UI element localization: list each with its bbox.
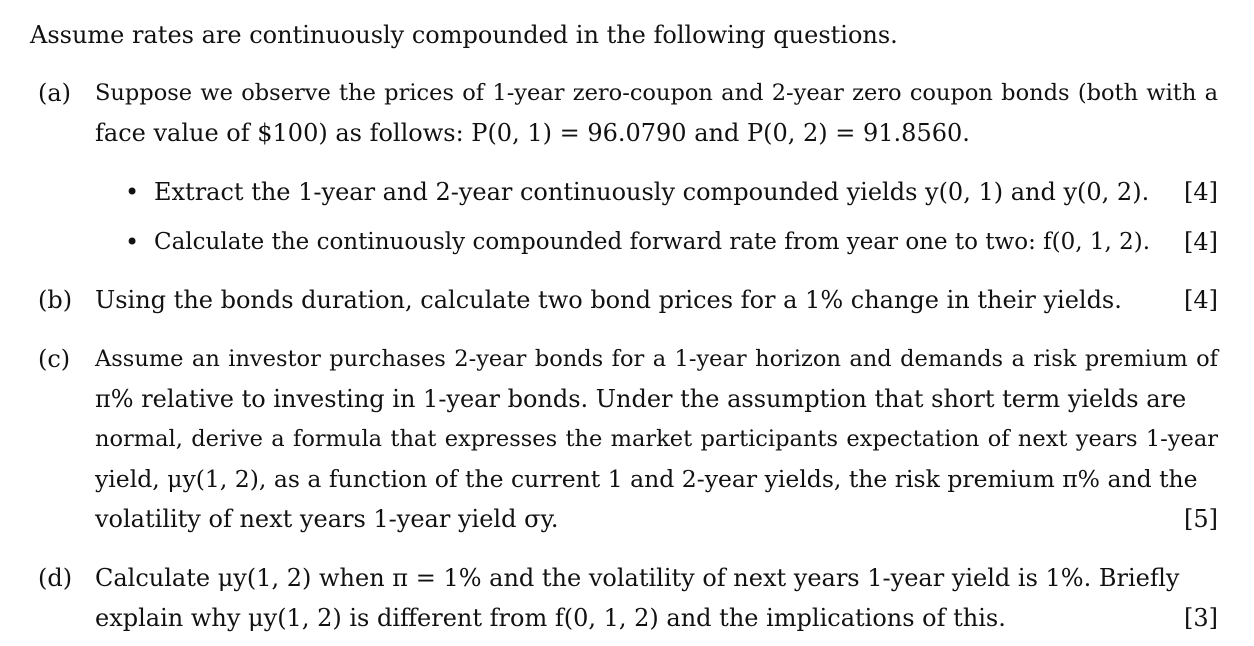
part-a-line-2: face value of $100) as follows: P(0, 1) = 96.0790 and P(0, 2) = 91.8560.: [95, 119, 970, 147]
marks-label: [5]: [1184, 505, 1218, 533]
bullet-text: Calculate the continuously compounded forward rate from year one to two: f(0, 1, 2).: [154, 229, 1151, 255]
bullet-item: [125, 222, 1218, 262]
part-c-body: [95, 339, 1218, 539]
part-c-label: (c): [38, 345, 71, 373]
part-c-line-5: volatility of next years 1-year yield σy.: [95, 505, 559, 533]
part-d-label: (d): [38, 564, 73, 592]
part-d-line-2: explain why μy(1, 2) is different from f(0, 1, 2) and the implications of this.: [95, 604, 1006, 632]
part-b-label: (b): [38, 286, 73, 314]
part-c-line-4: yield, μy(1, 2), as a function of the current 1 and 2-year yields, the risk premium π% and the: [95, 465, 1198, 493]
part-b-body: [95, 280, 1218, 320]
bullet-icon: •: [125, 178, 140, 206]
part-d-line-1: Calculate μy(1, 2) when π = 1% and the volatility of next years 1-year yield is 1%. Briefly: [95, 564, 1180, 592]
marks-label: [3]: [1184, 604, 1218, 632]
part-a-label: (a): [38, 79, 72, 107]
part-b-line-1: Using the bonds duration, calculate two bond prices for a 1% change in their yields.: [95, 286, 1122, 314]
part-c-line-3: normal, derive a formula that expresses the market participants expectation of next years 1-year: [95, 426, 1218, 452]
part-a-line-1: Suppose we observe the prices of 1-year zero-coupon and 2-year zero coupon bonds (both with a: [95, 80, 1218, 106]
part-c-line-1: Assume an investor purchases 2-year bonds for a 1-year horizon and demands a risk premium of: [95, 346, 1218, 372]
bullet-text: Extract the 1-year and 2-year continuously compounded yields y(0, 1) and y(0, 2).: [154, 178, 1150, 206]
bullet-icon: •: [125, 228, 140, 256]
marks-label: [4]: [1184, 286, 1218, 314]
intro-text: Assume rates are continuously compounded in the following questions.: [30, 21, 898, 49]
part-d-body: [95, 558, 1218, 638]
part-c-line-2: π% relative to investing in 1-year bonds. Under the assumption that short term yields are: [95, 385, 1187, 413]
marks-label: [4]: [1184, 178, 1218, 206]
part-a-body: [95, 73, 1218, 153]
marks-label: [4]: [1184, 228, 1218, 256]
bullet-item: [125, 172, 1218, 212]
